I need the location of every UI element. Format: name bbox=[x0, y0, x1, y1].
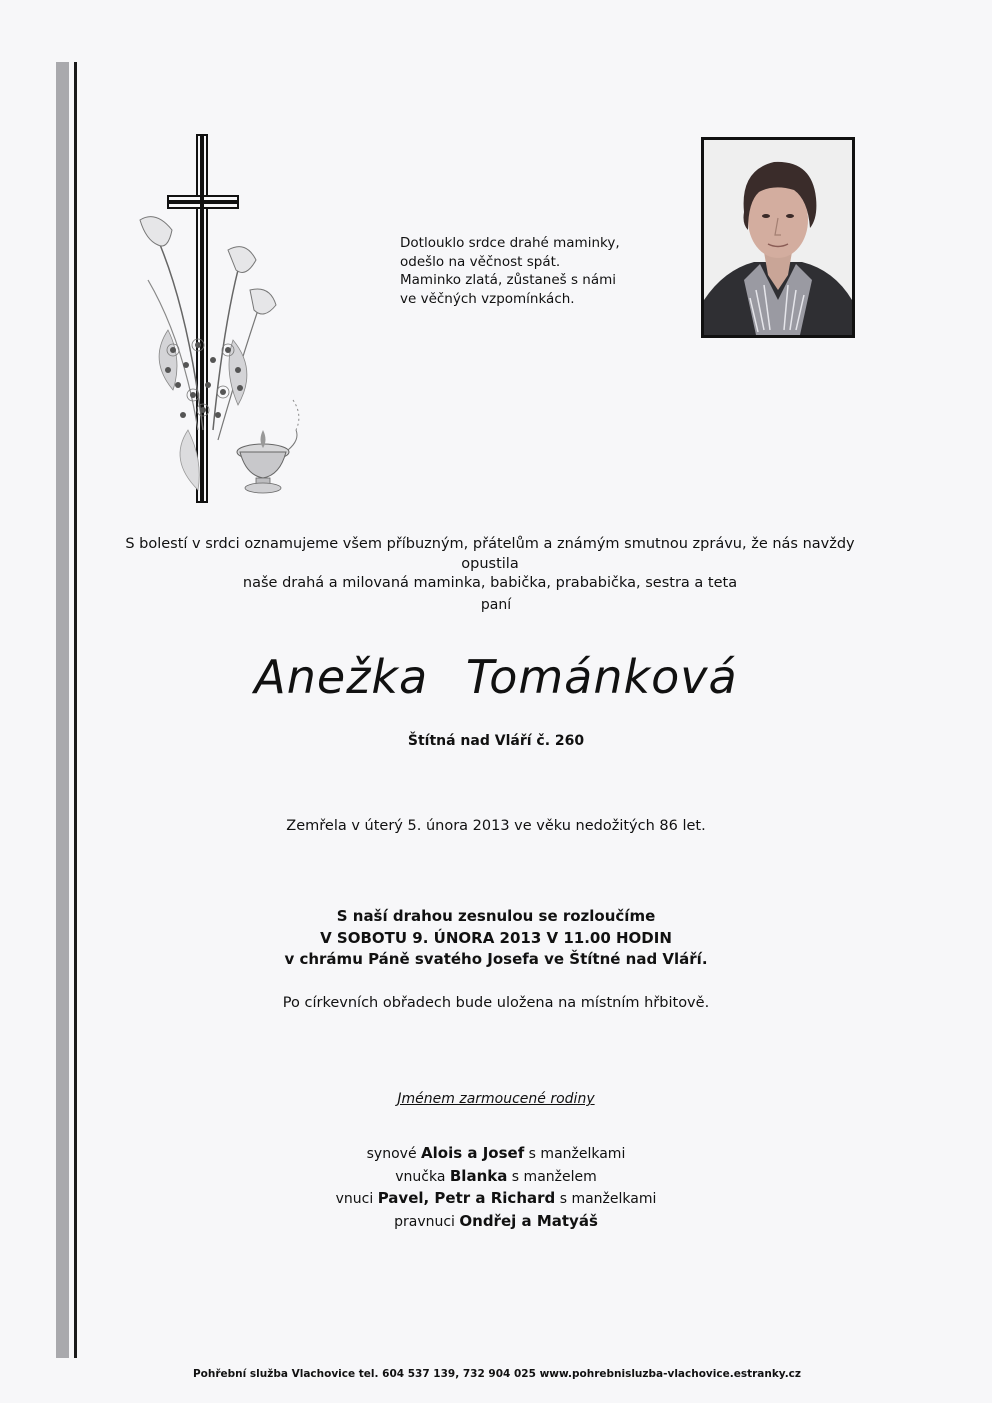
family-list bbox=[0, 1143, 992, 1233]
poem-line: Dotlouklo srdce drahé maminky, bbox=[400, 235, 620, 251]
family-heading bbox=[0, 1091, 992, 1107]
memorial-poem bbox=[400, 234, 620, 308]
family-suffix: s manželkami bbox=[524, 1146, 626, 1162]
death-notice: Zemřela v úterý 5. února 2013 ve věku nedožitých 86 let. bbox=[286, 818, 706, 834]
farewell-line: v chrámu Páně svatého Josefa ve Štítné nad Vláří. bbox=[284, 950, 708, 968]
deceased-name bbox=[0, 650, 992, 704]
family-names: Blanka bbox=[449, 1166, 508, 1185]
deceased-address: Štítná nad Vláří č. 260 bbox=[407, 733, 585, 749]
announcement-text bbox=[100, 535, 880, 594]
announcement-line: S bolestí v srdci oznamujeme všem příbuzným, přátelům a známým smutnou zprávu, že nás navždy opustila bbox=[125, 536, 855, 572]
family-suffix: s manželkami bbox=[555, 1191, 657, 1207]
family-suffix: s manželem bbox=[507, 1168, 597, 1185]
portrait-photo bbox=[701, 137, 855, 338]
farewell-info bbox=[0, 906, 992, 971]
family-row bbox=[0, 1188, 992, 1211]
family-names: Pavel, Petr a Richard bbox=[377, 1189, 556, 1207]
title-pani: paní bbox=[480, 597, 512, 613]
funeral-service-footer: Pohřební služba Vlachovice tel. 604 537 139, 732 904 025 www.pohrebnisluzba-vlachovice.estranky.cz bbox=[192, 1368, 802, 1380]
portrait-photo-image bbox=[704, 140, 852, 335]
deceased-last-name: Tománková bbox=[465, 650, 738, 704]
burial-info: Po církevních obřadech bude uložena na místním hřbitově. bbox=[282, 995, 710, 1011]
farewell-line: S naší drahou zesnulou se rozloučíme bbox=[336, 907, 656, 925]
family-names: Ondřej a Matyáš bbox=[459, 1211, 598, 1230]
family-relation: vnučka bbox=[395, 1168, 450, 1185]
deceased-first-name: Anežka bbox=[254, 650, 429, 704]
poem-line: Maminko zlatá, zůstaneš s námi bbox=[400, 272, 617, 288]
family-row bbox=[0, 1166, 992, 1189]
family-relation: vnuci bbox=[335, 1191, 378, 1207]
cross-with-lilies-and-lamp-icon bbox=[128, 130, 318, 510]
farewell-line: V SOBOTU 9. ÚNORA 2013 V 11.00 HODIN bbox=[320, 928, 672, 947]
family-heading-text: Jménem zarmoucené rodiny bbox=[397, 1091, 595, 1107]
family-relation: synové bbox=[366, 1146, 422, 1162]
announcement-line: naše drahá a milovaná maminka, babička, prababička, sestra a teta bbox=[242, 575, 738, 591]
family-relation: pravnuci bbox=[394, 1213, 460, 1230]
family-row bbox=[0, 1143, 992, 1166]
family-names: Alois a Josef bbox=[421, 1144, 525, 1162]
family-row bbox=[0, 1211, 992, 1234]
poem-line: ve věčných vzpomínkách. bbox=[400, 290, 575, 307]
poem-line: odešlo na věčnost spát. bbox=[400, 253, 561, 270]
